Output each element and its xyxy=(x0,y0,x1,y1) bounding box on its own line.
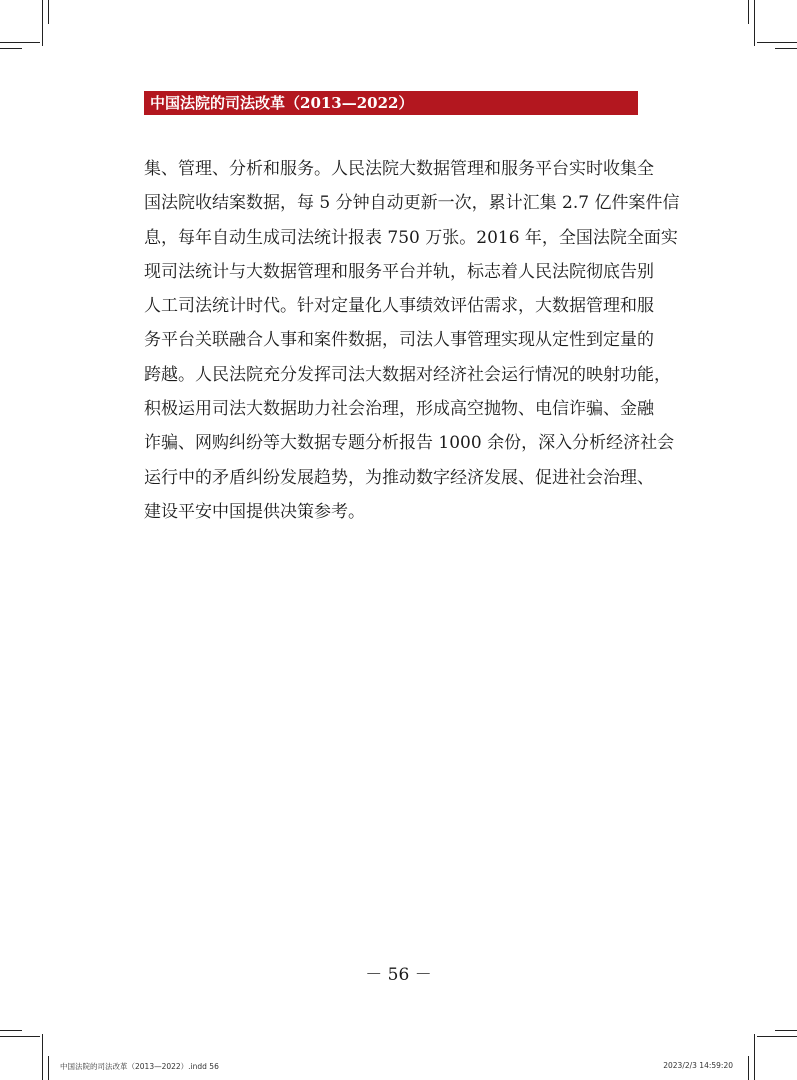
body-line: 建设平安中国提供决策参考。 xyxy=(144,501,365,522)
body-line: 集、管理、分析和服务。人民法院大数据管理和服务平台实时收集全 xyxy=(144,159,654,179)
crop-mark-top-right-horizontal-outer xyxy=(775,48,797,49)
crop-mark-bottom-left-horizontal-outer xyxy=(0,1030,22,1031)
body-line: 现司法统计与大数据管理和服务平台并轨，标志着人民法院彻底告别 xyxy=(144,261,654,282)
body-line: 诈骗、网购纠纷等大数据专题分析报告 1000 余份，深入分析经济社会 xyxy=(144,433,675,454)
crop-mark-top-right-vertical-outer xyxy=(748,0,749,24)
print-slug-filename: 中国法院的司法改革（2013—2022）.indd 56 xyxy=(60,1062,219,1071)
crop-mark-top-right-vertical xyxy=(754,0,755,46)
body-line: 运行中的矛盾纠纷发展趋势，为推动数字经济发展、促进社会治理、 xyxy=(144,467,654,488)
body-paragraph xyxy=(144,152,680,529)
body-line: 跨越。人民法院充分发挥司法大数据对经济社会运行情况的映射功能， xyxy=(144,364,671,385)
crop-mark-top-left-vertical-outer xyxy=(48,0,49,24)
crop-mark-top-left-vertical xyxy=(42,0,43,46)
body-line: 息，每年自动生成司法统计报表 750 万张。2016 年，全国法院全面实 xyxy=(144,227,678,248)
crop-mark-bottom-right-vertical-outer xyxy=(748,1056,749,1080)
body-line: 国法院收结案数据，每 5 分钟自动更新一次，累计汇集 2.7 亿件案件信 xyxy=(144,193,680,214)
crop-mark-bottom-left-vertical-outer xyxy=(48,1056,49,1080)
crop-mark-bottom-right-vertical xyxy=(754,1034,755,1080)
crop-mark-bottom-right-horizontal-outer xyxy=(775,1030,797,1031)
page-number: － 56 － xyxy=(365,965,432,985)
body-line: 人工司法统计时代。针对定量化人事绩效评估需求，大数据管理和服 xyxy=(144,296,654,317)
crop-mark-top-right-horizontal xyxy=(757,42,797,43)
crop-mark-top-left-horizontal-outer xyxy=(0,48,22,49)
print-slug-timestamp: 2023/2/3 14:59:20 xyxy=(663,1061,733,1070)
crop-mark-top-left-horizontal xyxy=(0,42,40,43)
crop-mark-bottom-left-vertical xyxy=(42,1034,43,1080)
crop-mark-bottom-left-horizontal xyxy=(0,1036,40,1037)
running-header-bar xyxy=(144,91,638,115)
crop-mark-bottom-right-horizontal xyxy=(757,1036,797,1037)
body-line: 务平台关联融合人事和案件数据，司法人事管理实现从定性到定量的 xyxy=(144,330,654,351)
running-header-title: 中国法院的司法改革（2013—2022） xyxy=(150,94,414,112)
body-line: 积极运用司法大数据助力社会治理，形成高空抛物、电信诈骗、金融 xyxy=(144,399,654,420)
